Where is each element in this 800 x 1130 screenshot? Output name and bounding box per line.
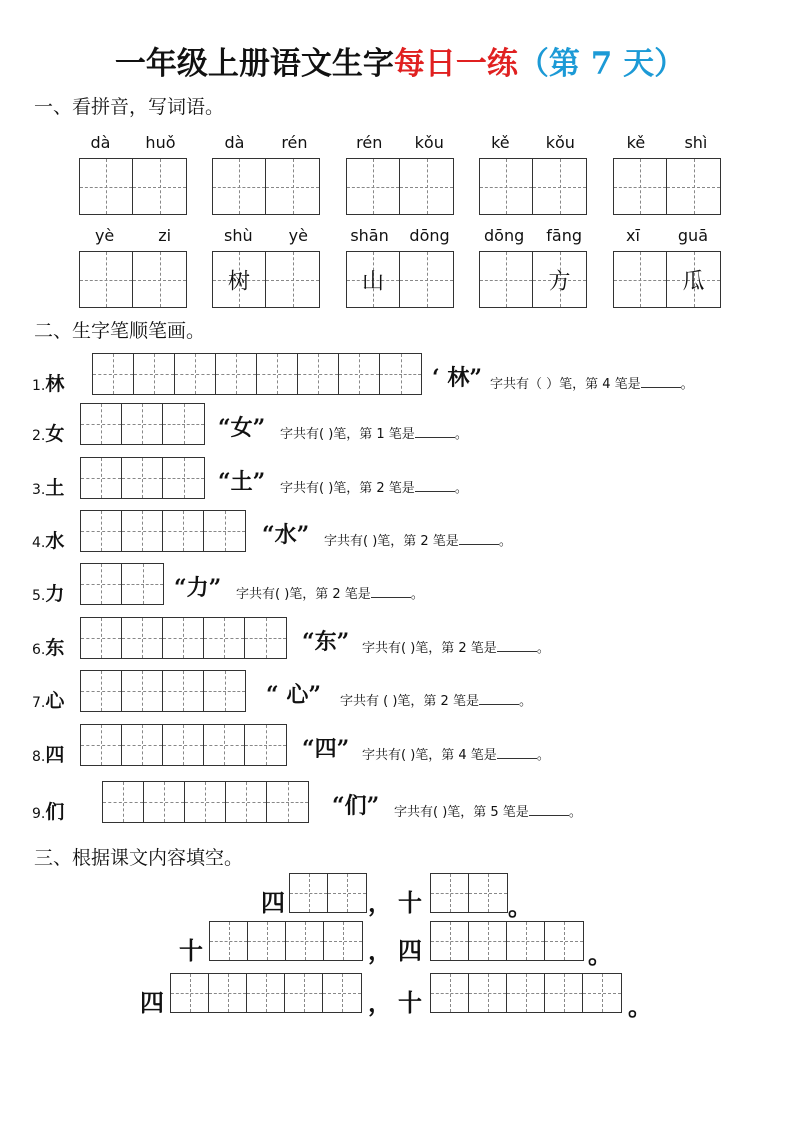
grid-cell[interactable] (248, 922, 286, 960)
line-end: 。 (508, 892, 532, 921)
row-number: 7. (32, 695, 46, 711)
grid-cell[interactable] (122, 564, 163, 604)
row-number: 8. (32, 749, 46, 765)
row-character: 土 (45, 477, 65, 499)
grid-cell[interactable] (163, 458, 204, 498)
grid-cell[interactable] (298, 354, 339, 394)
pinyin (206, 226, 326, 245)
writing-grid[interactable] (80, 617, 287, 659)
line-middle: 十 (398, 888, 422, 917)
line-start: 四 (261, 888, 285, 917)
grid-cell[interactable] (81, 725, 122, 765)
pinyin-syllable: guā (677, 226, 708, 245)
question-text: 字共有( )笔，第 2 笔是 (324, 534, 459, 549)
given-character: 瓜 (682, 269, 705, 294)
question-end: 。 (454, 427, 468, 442)
grid-cell[interactable] (213, 159, 266, 214)
question-text: 字共有( )笔，第 2 笔是 (280, 481, 415, 496)
question-end: 。 (536, 748, 550, 763)
answer-blank[interactable] (415, 491, 455, 492)
question-text: 字共有( )笔，第 2 笔是 (362, 641, 497, 656)
pinyin-syllable: rén (356, 133, 383, 152)
answer-blank[interactable] (415, 437, 455, 438)
question-text: 字共有 ( )笔，第 2 笔是 (340, 694, 479, 709)
writing-grid[interactable] (430, 921, 584, 961)
question-end: 。 (568, 805, 582, 820)
stroke-question (362, 744, 550, 763)
grid-cell[interactable] (122, 458, 163, 498)
row-character: 东 (45, 637, 65, 659)
grid-cell[interactable] (93, 354, 134, 394)
stroke-question (394, 801, 582, 820)
quoted-character: ‘ 林” (432, 365, 482, 391)
grid-cell[interactable] (122, 404, 163, 444)
question-end: 。 (410, 587, 424, 602)
question-end: 。 (536, 641, 550, 656)
row-number: 4. (32, 535, 46, 551)
section3-heading: 三、根据课文内容填空。 (34, 847, 244, 869)
question-text: 字共有( )笔，第 4 笔是 (362, 748, 497, 763)
writing-grid[interactable] (80, 403, 205, 445)
line-middle: 十 (398, 988, 422, 1017)
grid-cell[interactable] (328, 874, 366, 912)
question-end: 。 (454, 481, 468, 496)
row-label (32, 579, 64, 606)
grid-cell[interactable] (163, 671, 204, 711)
pinyin (607, 226, 727, 245)
row-character: 心 (45, 690, 65, 712)
grid-cell[interactable] (347, 252, 400, 307)
writing-grid[interactable] (209, 921, 363, 961)
grid-cell[interactable] (80, 252, 133, 307)
pinyin-syllable: zi (158, 226, 172, 245)
grid-cell[interactable] (324, 922, 362, 960)
grid-cell[interactable] (480, 252, 533, 307)
row-number: 3. (32, 482, 46, 498)
question-text: 字共有( )笔，第 2 笔是 (236, 587, 371, 602)
quoted-character: “力” (174, 575, 222, 601)
row-number: 6. (32, 642, 46, 658)
writing-grid[interactable] (430, 873, 508, 913)
row-label (32, 797, 64, 824)
grid-cell[interactable] (209, 974, 247, 1012)
question-text: 字共有（ ）笔，第 4 笔是 (490, 377, 641, 392)
grid-cell[interactable] (339, 354, 380, 394)
line-middle: 四 (398, 936, 422, 965)
page-title: 一年级上册语文生字每日一练（第 7 天） (114, 46, 686, 82)
pinyin (473, 226, 593, 245)
pinyin-syllable: fāng (546, 226, 582, 245)
grid-cell[interactable] (204, 725, 245, 765)
row-label (32, 526, 64, 553)
row-character: 女 (45, 423, 65, 445)
question-end: 。 (680, 377, 694, 392)
grid-cell[interactable] (290, 874, 328, 912)
grid-cell[interactable] (507, 922, 545, 960)
grid-cell[interactable] (245, 725, 286, 765)
row-label (32, 473, 64, 500)
row-character: 四 (45, 744, 65, 766)
grid-cell[interactable] (266, 252, 319, 307)
grid-cell[interactable] (204, 671, 245, 711)
grid-cell[interactable] (469, 874, 507, 912)
grid-cell[interactable] (226, 782, 267, 822)
row-number: 9. (32, 806, 46, 822)
answer-blank[interactable] (529, 815, 569, 816)
pinyin-syllable: shì (684, 133, 708, 152)
grid-cell[interactable] (81, 458, 122, 498)
grid-cell[interactable] (163, 404, 204, 444)
grid-cell[interactable] (80, 159, 133, 214)
writing-grid[interactable] (80, 724, 287, 766)
writing-grid[interactable] (212, 251, 320, 308)
pinyin-syllable: kǒu (545, 133, 575, 152)
stroke-question (280, 423, 468, 442)
grid-cell[interactable] (81, 618, 122, 658)
pinyin-syllable: rén (281, 133, 308, 152)
row-label (32, 419, 64, 446)
writing-grid[interactable] (80, 510, 246, 552)
grid-cell[interactable] (163, 618, 204, 658)
writing-grid[interactable] (212, 158, 320, 215)
comma: ， (368, 936, 392, 965)
quoted-character: “东” (302, 629, 350, 655)
pinyin (73, 226, 193, 245)
row-label (32, 633, 64, 660)
grid-cell[interactable] (216, 354, 257, 394)
quoted-character: “四” (302, 736, 350, 762)
stroke-question (324, 530, 512, 549)
writing-grid[interactable] (479, 251, 587, 308)
grid-cell[interactable] (103, 782, 144, 822)
grid-cell[interactable] (533, 159, 586, 214)
quoted-character: “们” (332, 793, 380, 819)
quoted-character: “ 心” (266, 682, 321, 708)
grid-cell[interactable] (210, 922, 248, 960)
line-start: 十 (179, 936, 203, 965)
pinyin-syllable: dà (224, 133, 245, 152)
row-character: 林 (45, 373, 65, 395)
pinyin-syllable: yè (288, 226, 308, 245)
writing-grid[interactable] (479, 158, 587, 215)
comma: ， (368, 988, 392, 1017)
grid-cell[interactable] (285, 974, 323, 1012)
stroke-question (362, 637, 550, 656)
pinyin-syllable: dōng (409, 226, 450, 245)
answer-blank[interactable] (497, 651, 537, 652)
row-label (32, 740, 64, 767)
stroke-question (490, 373, 694, 392)
grid-cell[interactable] (245, 618, 286, 658)
section1-heading: 一、看拼音，写词语。 (34, 96, 225, 118)
grid-cell[interactable] (614, 252, 667, 307)
writing-grid[interactable] (102, 781, 309, 823)
answer-blank[interactable] (497, 758, 537, 759)
grid-cell[interactable] (247, 974, 285, 1012)
grid-cell[interactable] (133, 159, 186, 214)
grid-cell[interactable] (122, 511, 163, 551)
question-end: 。 (498, 534, 512, 549)
pinyin (340, 226, 460, 245)
grid-cell[interactable] (267, 782, 308, 822)
answer-blank[interactable] (479, 704, 519, 705)
grid-cell[interactable] (507, 974, 545, 1012)
answer-blank[interactable] (371, 597, 411, 598)
pinyin (340, 133, 460, 152)
stroke-question (340, 690, 532, 709)
line-end: 。 (628, 992, 652, 1021)
grid-cell[interactable] (204, 511, 245, 551)
row-character: 们 (45, 801, 65, 823)
grid-cell[interactable] (122, 618, 163, 658)
grid-cell[interactable] (469, 922, 507, 960)
writing-grid[interactable] (613, 251, 721, 308)
grid-cell[interactable] (144, 782, 185, 822)
grid-cell[interactable] (667, 159, 720, 214)
writing-grid[interactable] (613, 158, 721, 215)
question-text: 字共有( )笔，第 1 笔是 (280, 427, 415, 442)
grid-cell[interactable] (213, 252, 266, 307)
grid-cell[interactable] (347, 159, 400, 214)
grid-cell[interactable] (81, 511, 122, 551)
writing-grid[interactable] (430, 973, 622, 1013)
grid-cell[interactable] (286, 922, 324, 960)
line-start: 四 (140, 988, 164, 1017)
grid-cell[interactable] (81, 404, 122, 444)
pinyin-syllable: xī (625, 226, 640, 245)
writing-grid[interactable] (92, 353, 422, 395)
pinyin (206, 133, 326, 152)
grid-cell[interactable] (257, 354, 298, 394)
pinyin-syllable: huǒ (145, 133, 176, 152)
grid-cell[interactable] (133, 252, 186, 307)
writing-grid[interactable] (346, 251, 454, 308)
grid-cell[interactable] (323, 974, 361, 1012)
pinyin-syllable: shān (350, 226, 389, 245)
grid-cell[interactable] (163, 725, 204, 765)
grid-cell[interactable] (533, 252, 586, 307)
row-number: 1. (32, 378, 46, 394)
pinyin-syllable: kě (626, 133, 646, 152)
grid-cell[interactable] (431, 874, 469, 912)
given-character: 树 (227, 269, 250, 294)
grid-cell[interactable] (122, 725, 163, 765)
grid-cell[interactable] (480, 159, 533, 214)
grid-cell[interactable] (163, 511, 204, 551)
grid-cell[interactable] (545, 922, 583, 960)
grid-cell[interactable] (400, 159, 453, 214)
writing-grid[interactable] (346, 158, 454, 215)
grid-cell[interactable] (122, 671, 163, 711)
given-character: 山 (361, 269, 384, 294)
writing-grid[interactable] (79, 251, 187, 308)
row-character: 水 (45, 530, 65, 552)
grid-cell[interactable] (134, 354, 175, 394)
pinyin-syllable: kě (491, 133, 510, 152)
grid-cell[interactable] (667, 252, 720, 307)
row-number: 2. (32, 428, 46, 444)
answer-blank[interactable] (459, 544, 499, 545)
grid-cell[interactable] (204, 618, 245, 658)
grid-cell[interactable] (614, 159, 667, 214)
quoted-character: “土” (218, 469, 266, 495)
quoted-character: “女” (218, 415, 266, 441)
row-label (32, 369, 64, 396)
grid-cell[interactable] (545, 974, 583, 1012)
grid-cell[interactable] (380, 354, 421, 394)
pinyin (73, 133, 193, 152)
row-character: 力 (45, 583, 65, 605)
quoted-character: “水” (262, 522, 310, 548)
row-number: 5. (32, 588, 46, 604)
pinyin-syllable: dà (90, 133, 111, 152)
grid-cell[interactable] (81, 671, 122, 711)
stroke-question (280, 477, 468, 496)
grid-cell[interactable] (81, 564, 122, 604)
pinyin-syllable: kǒu (414, 133, 444, 152)
grid-cell[interactable] (171, 974, 209, 1012)
pinyin-syllable: shù (224, 226, 253, 245)
writing-grid[interactable] (80, 457, 205, 499)
writing-grid[interactable] (289, 873, 367, 913)
question-end: 。 (518, 694, 532, 709)
pinyin-syllable: dōng (484, 226, 525, 245)
answer-blank[interactable] (641, 387, 681, 388)
writing-grid[interactable] (80, 670, 246, 712)
grid-cell[interactable] (469, 974, 507, 1012)
grid-cell[interactable] (175, 354, 216, 394)
grid-cell[interactable] (431, 974, 469, 1012)
grid-cell[interactable] (431, 922, 469, 960)
section2-heading: 二、生字笔顺笔画。 (34, 320, 206, 342)
grid-cell[interactable] (583, 974, 621, 1012)
pinyin (607, 133, 727, 152)
question-text: 字共有( )笔，第 5 笔是 (394, 805, 529, 820)
grid-cell[interactable] (185, 782, 226, 822)
writing-grid[interactable] (79, 158, 187, 215)
pinyin (473, 133, 593, 152)
grid-cell[interactable] (400, 252, 453, 307)
writing-grid[interactable] (80, 563, 164, 605)
line-end: 。 (588, 940, 612, 969)
writing-grid[interactable] (170, 973, 362, 1013)
pinyin-syllable: yè (94, 226, 115, 245)
comma: ， (368, 888, 392, 917)
given-character: 方 (548, 269, 571, 294)
row-label (32, 686, 64, 713)
grid-cell[interactable] (266, 159, 319, 214)
stroke-question (236, 583, 424, 602)
